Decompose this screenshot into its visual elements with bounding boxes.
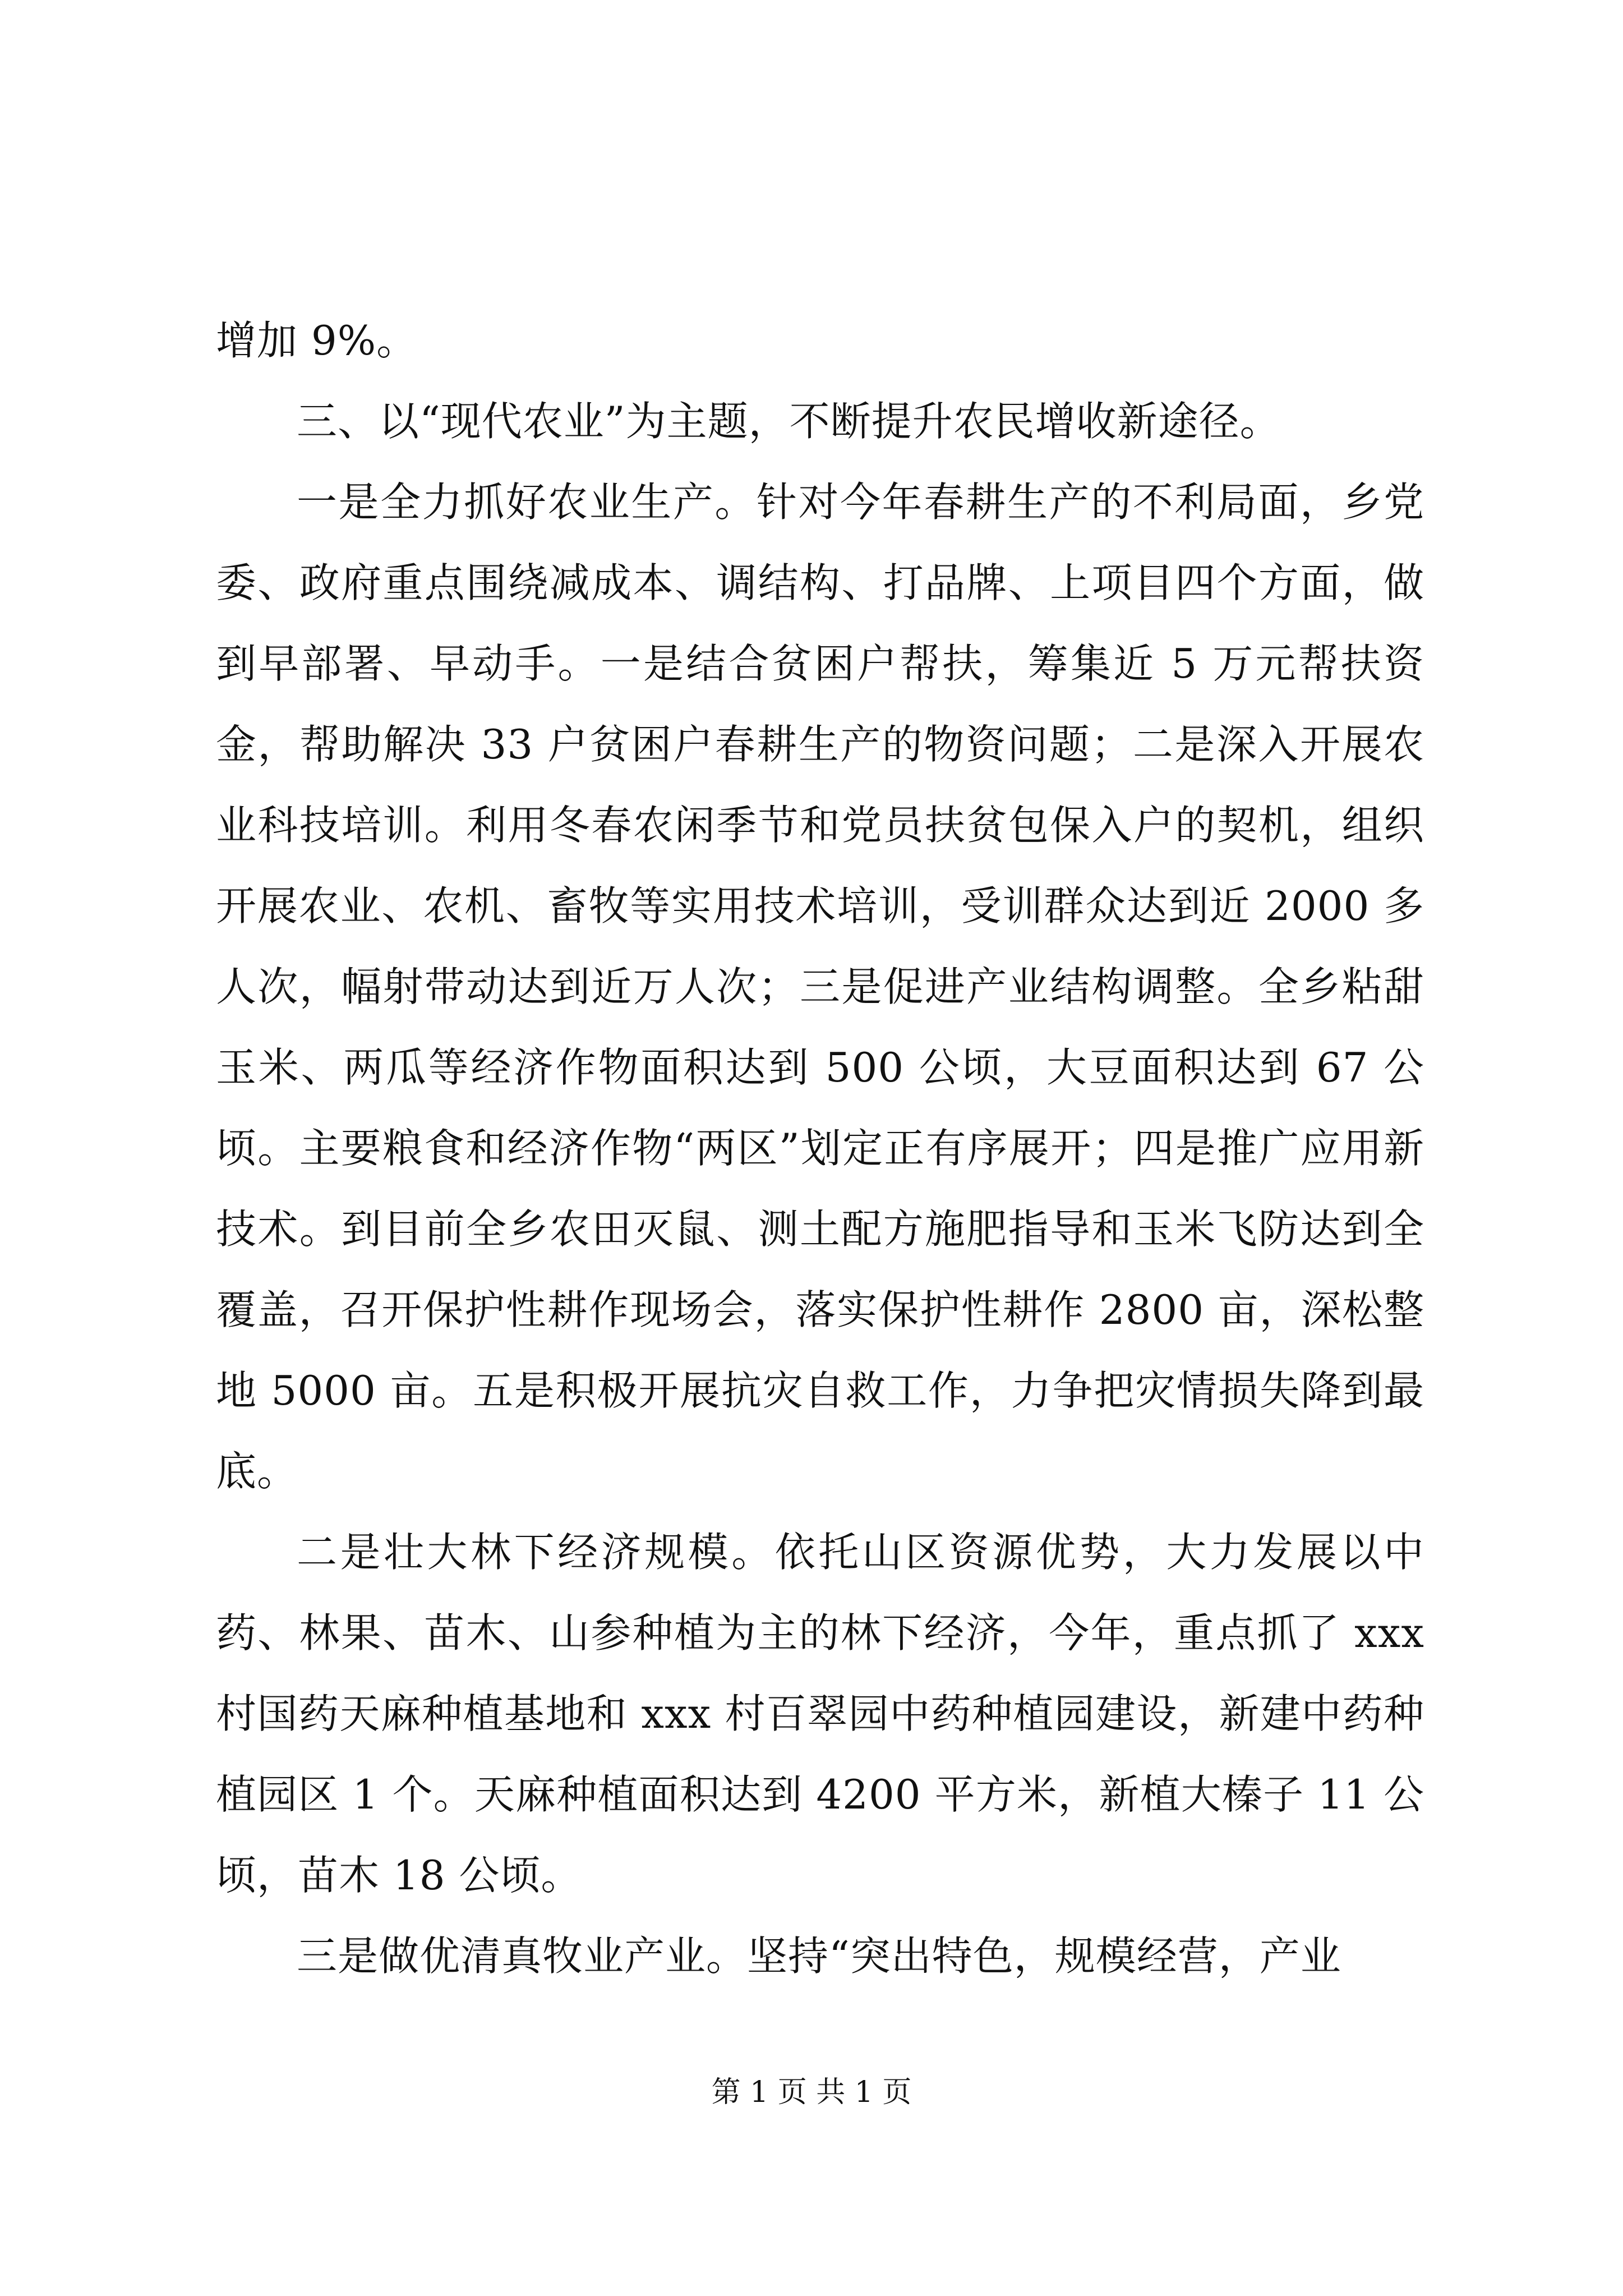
document-body xyxy=(216,300,1424,1996)
paragraph-continuation: 增加 9%。 xyxy=(216,317,418,364)
paragraph-forest-economy: 二是壮大林下经济规模。依托山区资源优势，大力发展以中药、林果、苗木、山参种植为主的林下经济，今年，重点抓了 xxx 村国药天麻种植基地和 xxx 村百翠园中药种植园建设，新建中药种植园区 1 个。天麻种植面积达到 4200 平方米，新植大榛子 11 公顷，苗木 18 公顷。 xyxy=(216,1529,1424,1899)
page-number-footer: 第 1 页 共 1 页 xyxy=(711,2076,912,2109)
paragraph-halal-livestock: 三是做优清真牧业产业。坚持“突出特色，规模经营，产业 xyxy=(297,1932,1341,1980)
section-heading: 三、以“现代农业”为主题，不断提升农民增收新途径。 xyxy=(297,398,1281,445)
paragraph-agriculture-production: 一是全力抓好农业生产。针对今年春耕生产的不利局面，乡党委、政府重点围绕减成本、调结构、打品牌、上项目四个方面，做到早部署、早动手。一是结合贫困户帮扶，筹集近 5 万元帮扶资金，帮助解决 33 户贫困户春耕生产的物资问题；二是深入开展农业科技培训。利用冬春农闲季节和党员扶贫包保入户的契机，组织开展农业、农机、畜牧等实用技术培训，受训群众达到近 2000 多人次，幅射带动达到近万人次；三是促进产业结构调整。全乡粘甜玉米、两瓜等经济作物面积达到 500 公顷，大豆面积达到 67 公顷。主要粮食和经济作物“两区”划定正有序展开；四是推广应用新技术。到目前全乡农田灭鼠、测土配方施肥指导和玉米飞防达到全覆盖，召开保护性耕作现场会，落实保护性耕作 2800 亩，深松整地 5000 亩。五是积极开展抗灾自救工作，力争把灾情损失降到最底。 xyxy=(216,478,1424,1495)
